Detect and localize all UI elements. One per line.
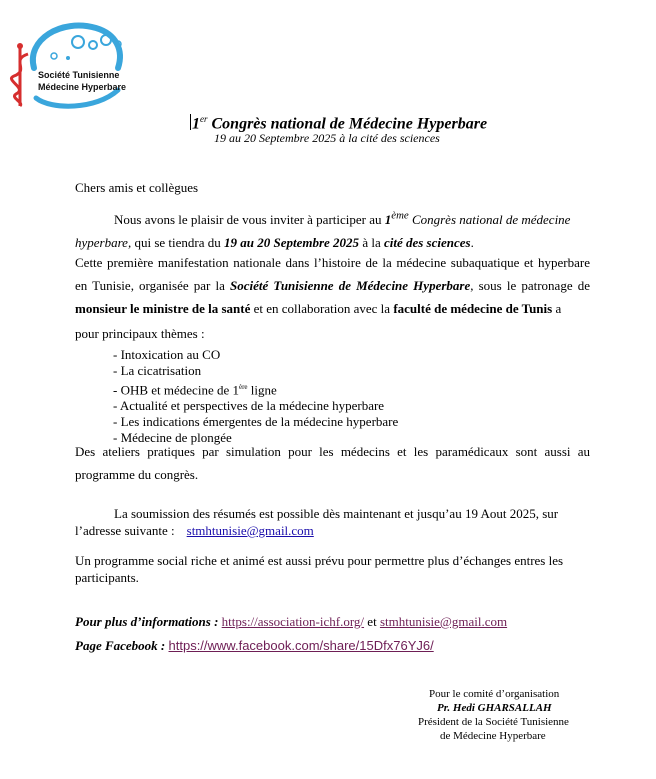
- text-cursor: [190, 114, 191, 130]
- p1-congress-num: 1: [384, 212, 392, 228]
- page-subtitle: 19 au 20 Septembre 2025 à la cité des sciences: [214, 131, 440, 145]
- signature-name: Pr. Hedi GHARSALLAH: [437, 702, 552, 714]
- theme3-text-a: - OHB et médecine de 1: [113, 382, 239, 398]
- p2-text-c: , sous le patronage de: [470, 278, 590, 293]
- list-item: - Intoxication au CO: [113, 347, 221, 362]
- list-item: - La cicatrisation: [113, 363, 202, 378]
- signature-line3: Président de la Société Tunisienne: [418, 716, 569, 728]
- p2-society: Société Tunisienne de Médecine Hyperbare: [229, 278, 471, 293]
- logo-text-line1: Société Tunisienne: [38, 70, 120, 80]
- list-item: - Les indications émergentes de la médecine hyperbare: [113, 414, 399, 430]
- p4-text: La soumission des résumés est possible dès maintenant et jusqu’au 19 Aout 2025, sur l’adresse suivante :: [75, 506, 559, 538]
- signature-line4: de Médecine Hyperbare: [440, 730, 546, 742]
- title-number: 1: [192, 115, 200, 133]
- info-line: [75, 614, 507, 630]
- list-item: [113, 379, 398, 398]
- p2-text-g: a: [552, 301, 562, 316]
- p1-text-g: .: [470, 235, 474, 251]
- p2-minister: monsieur le ministre de la santé: [75, 301, 251, 316]
- facebook-label: Page Facebook :: [75, 638, 166, 653]
- paragraph-abstracts: [75, 505, 590, 539]
- list-item: - Médecine de plongée: [113, 430, 232, 446]
- p1-text-a: Nous avons le plaisir de vous inviter à participer au: [114, 212, 385, 228]
- paragraph-workshops: Des ateliers pratiques par simulation pour les médecins et les paramédicaux sont aussi au programme du congrès.: [75, 444, 590, 482]
- contact-email-link[interactable]: stmhtunisie@gmail.com: [379, 614, 508, 629]
- p1-text-e: à la: [359, 235, 384, 251]
- title-text: Congrès national de Médecine Hyperbare: [207, 115, 488, 133]
- caduceus-bubbles-icon: [6, 10, 156, 110]
- greeting: Chers amis et collègues: [75, 180, 199, 195]
- p2-text-a: Cette première manifestation nationale dans l’histoire de la médecine subaquatique et hyperbare en Tunisie, organisée par la: [75, 255, 590, 293]
- p1-venue: cité des sciences: [383, 235, 471, 251]
- theme3-sup: ère: [238, 383, 248, 391]
- p2-text-e: et en collaboration avec la: [250, 301, 394, 316]
- p1-dates: 19 au 20 Septembre 2025: [224, 235, 360, 251]
- p1-congress-sup: ème: [391, 210, 409, 222]
- themes-intro: pour principaux thèmes :: [75, 326, 205, 341]
- theme3-text-b: ligne: [247, 382, 277, 398]
- abstract-email-link[interactable]: stmhtunisie@gmail.com: [186, 523, 314, 538]
- facebook-link[interactable]: https://www.facebook.com/share/15Dfx76YJ6/: [168, 638, 434, 653]
- society-logo: [6, 10, 156, 110]
- paragraph-invitation: [75, 205, 590, 254]
- signature-line1: Pour le comité d’organisation: [429, 688, 560, 700]
- info-and: et: [364, 614, 380, 629]
- facebook-line: [75, 638, 434, 654]
- logo-text-line2: Médecine Hyperbare: [38, 82, 127, 92]
- p1-congress-name: Congrès national de médecine hyperbare,: [75, 212, 571, 251]
- info-label: Pour plus d’informations :: [75, 614, 219, 629]
- title-superscript: er: [200, 114, 208, 124]
- paragraph-context: [75, 251, 590, 320]
- paragraph-social: Un programme social riche et animé est aussi prévu pour permettre plus d’échanges entres les participants.: [75, 553, 564, 585]
- p2-faculty: faculté de médecine de Tunis: [393, 301, 553, 316]
- themes-list: [113, 347, 398, 446]
- p1-text-c: qui se tiendra du: [131, 235, 224, 251]
- list-item: - Actualité et perspectives de la médecine hyperbare: [113, 398, 385, 414]
- website-link[interactable]: https://association-ichf.org/: [221, 614, 365, 629]
